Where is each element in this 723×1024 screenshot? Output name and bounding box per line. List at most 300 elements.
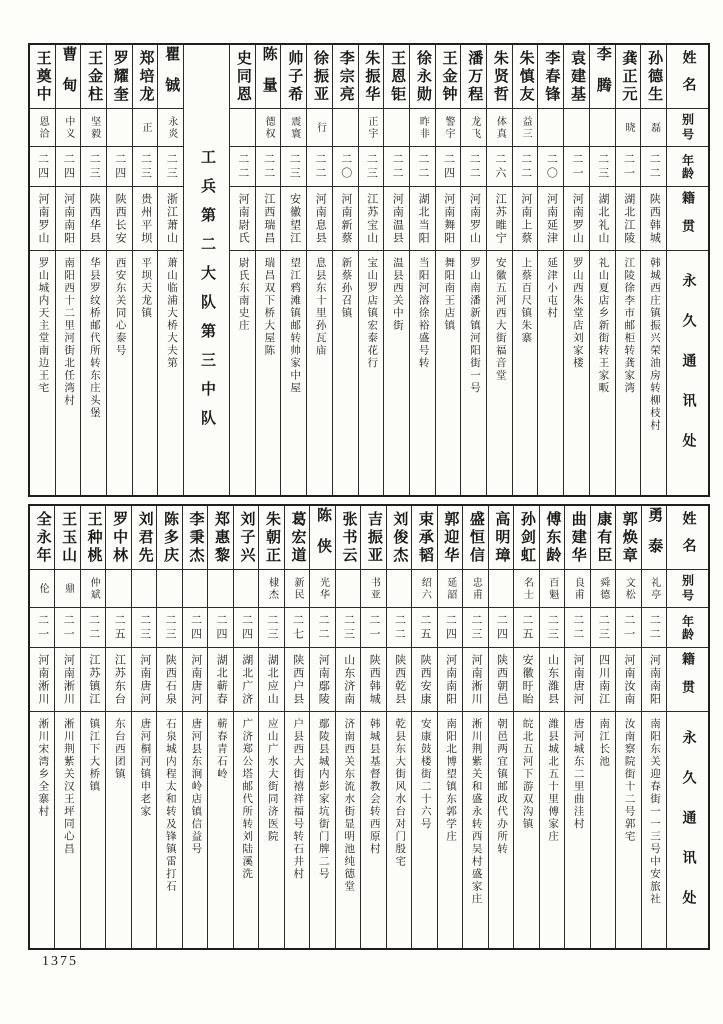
age-text: 二〇: [545, 152, 558, 181]
alias-cell: [540, 570, 564, 608]
age-text: 二二: [393, 613, 406, 642]
age-cell: [307, 147, 332, 187]
name-text: 曹甸: [60, 45, 77, 108]
age-text: 二二: [468, 152, 481, 181]
name-cell: [30, 506, 54, 570]
origin-text: 河南汝南: [623, 653, 636, 706]
person-column: [106, 45, 132, 495]
address-cell: [436, 251, 461, 495]
age-cell: [513, 147, 538, 187]
name-cell: [489, 506, 513, 570]
name-text: 王金钟: [440, 49, 457, 104]
alias-cell: [30, 570, 54, 608]
age-cell: [208, 608, 232, 648]
alias-cell: [489, 570, 513, 608]
origin-text: 河南南阳: [444, 653, 457, 706]
person-column: [332, 45, 358, 495]
person-column: [590, 506, 615, 948]
age-cell: [412, 608, 436, 648]
alias-text: 震寰: [288, 115, 300, 140]
address-text: 鄢陵县城内彭家坑街门牌二号: [317, 718, 329, 881]
name-text: 高明璋: [493, 510, 510, 565]
age-cell: [234, 608, 258, 648]
alias-text: 永炎: [165, 115, 177, 140]
alias-text: 名士: [521, 576, 533, 601]
name-cell: [183, 506, 207, 570]
address-cell: [463, 712, 487, 948]
age-text: 二二: [519, 152, 532, 181]
age-cell: [489, 608, 513, 648]
name-cell: [55, 506, 79, 570]
alias-text: 绍六: [419, 576, 431, 601]
alias-cell: [285, 570, 309, 608]
address-text: 华县罗纹桥邮代所转东庄头堡: [88, 257, 100, 420]
name-text: 李秉杰: [187, 510, 204, 565]
name-text: 张书云: [340, 510, 357, 565]
address-cell: [591, 712, 615, 948]
age-cell: [285, 608, 309, 648]
person-column: [284, 506, 309, 948]
alias-cell: [81, 109, 106, 147]
name-cell: [591, 506, 615, 570]
age-text: 二四: [444, 613, 457, 642]
age-text: 二五: [113, 613, 126, 642]
name-text: 徐永勋: [414, 49, 431, 104]
name-cell: [81, 45, 106, 109]
origin-text: 湖北礼山: [597, 192, 610, 245]
person-column: [207, 506, 232, 948]
address-cell: [616, 251, 641, 495]
name-cell: [307, 45, 332, 109]
address-cell: [81, 712, 105, 948]
name-cell: [208, 506, 232, 570]
age-text: 二三: [88, 152, 101, 181]
name-text: 王恩钜: [389, 49, 406, 104]
name-text: 李宗亮: [337, 49, 354, 104]
origin-cell: [387, 648, 411, 712]
name-text: 潘万程: [466, 49, 483, 104]
alias-text: 鼎: [62, 582, 74, 595]
origin-cell: [81, 187, 106, 251]
address-cell: [359, 251, 384, 495]
alias-cell: [208, 570, 232, 608]
alias-text: 坚毅: [88, 115, 100, 140]
origin-text: 陕西安康: [419, 653, 432, 706]
name-text: 曲建华: [569, 510, 586, 565]
age-cell: [81, 608, 105, 648]
origin-text: 河南罗山: [571, 192, 584, 245]
name-cell: [336, 506, 360, 570]
origin-text: 浙江萧山: [165, 192, 178, 245]
name-text: 罗耀奎: [111, 49, 128, 104]
header-name-cell: [667, 45, 708, 109]
alias-text: 忠甫: [470, 576, 482, 601]
origin-cell: [412, 648, 436, 712]
name-text: 葛宏道: [289, 510, 306, 565]
header-origin-label: 籍贯: [680, 651, 695, 708]
age-text: 二五: [418, 613, 431, 642]
origin-text: 陕西石泉: [164, 653, 177, 706]
name-cell: [642, 506, 666, 570]
age-text: 二三: [596, 152, 609, 181]
alias-cell: [616, 570, 640, 608]
alias-text: 中义: [62, 115, 74, 140]
age-text: 二二: [391, 152, 404, 181]
origin-cell: [590, 187, 615, 251]
alias-cell: [463, 570, 487, 608]
person-column: [486, 45, 512, 495]
alias-text: 行: [314, 121, 326, 134]
alias-cell: [564, 109, 589, 147]
alias-cell: [106, 570, 130, 608]
person-column: [131, 506, 156, 948]
age-cell: [361, 608, 385, 648]
origin-text: 河南罗山: [36, 192, 49, 245]
age-cell: [259, 608, 283, 648]
origin-text: 陕西长安: [114, 192, 127, 245]
origin-cell: [157, 648, 181, 712]
origin-cell: [310, 648, 334, 712]
origin-text: 河南唐河: [138, 653, 151, 706]
person-column: [409, 45, 435, 495]
alias-cell: [384, 109, 409, 147]
origin-text: 河南唐河: [572, 653, 585, 706]
origin-text: 河南新蔡: [339, 192, 352, 245]
address-text: 宝山罗店镇宏泰花行: [366, 257, 378, 370]
header-address-cell: [667, 712, 708, 948]
origin-text: 陕西韩城: [648, 192, 661, 245]
address-text: 韩城县基督教会转西原村: [368, 718, 380, 856]
alias-text: 恩洽: [37, 115, 49, 140]
age-text: 二一: [367, 613, 380, 642]
address-text: 镇江下大桥镇: [88, 718, 100, 793]
address-cell: [183, 712, 207, 948]
alias-cell: [438, 570, 462, 608]
header-address-cell: [667, 251, 708, 495]
address-text: 礼山夏店乡新街转王家畈: [597, 257, 609, 395]
age-text: 二四: [215, 613, 228, 642]
origin-cell: [438, 648, 462, 712]
origin-cell: [336, 648, 360, 712]
name-cell: [641, 45, 666, 109]
alias-text: 礼亭: [648, 576, 660, 601]
address-cell: [56, 251, 81, 495]
origin-cell: [436, 187, 461, 251]
name-text: 郭迎华: [442, 510, 459, 565]
name-text: 朱朝正: [263, 510, 280, 565]
person-column: [280, 45, 306, 495]
age-cell: [81, 147, 106, 187]
person-column: [132, 45, 158, 495]
alias-text: 文松: [623, 576, 635, 601]
origin-cell: [208, 648, 232, 712]
age-cell: [158, 147, 183, 187]
person-column: [589, 45, 615, 495]
header-name-label: 姓名: [680, 510, 696, 565]
address-text: 石泉城内程太和转及锋镇雷打石: [164, 718, 176, 893]
person-column: [512, 45, 538, 495]
origin-cell: [133, 187, 158, 251]
address-cell: [336, 712, 360, 948]
origin-cell: [487, 187, 512, 251]
address-cell: [489, 712, 513, 948]
address-text: 上蔡百尺镇朱寨: [520, 257, 532, 345]
alias-text: 正宇: [365, 115, 377, 140]
name-cell: [538, 45, 563, 109]
address-cell: [590, 251, 615, 495]
origin-cell: [538, 187, 563, 251]
name-cell: [81, 506, 105, 570]
header-age-cell: [667, 608, 708, 648]
origin-text: 河南鄢陵: [317, 653, 330, 706]
name-text: 孙德生: [646, 49, 663, 104]
address-text: 罗山城内天主堂南边王宅: [37, 257, 49, 395]
age-text: 二四: [113, 152, 126, 181]
origin-cell: [616, 648, 640, 712]
address-cell: [133, 251, 158, 495]
address-text: 户县西大街禧祥福号转石井村: [292, 718, 304, 881]
address-cell: [285, 712, 309, 948]
address-cell: [310, 712, 334, 948]
name-cell: [333, 45, 358, 109]
address-text: 唐河桐河镇申老家: [139, 718, 151, 818]
age-text: 二四: [240, 613, 253, 642]
address-text: 南阳西十二里河街北任湾村: [63, 257, 75, 407]
origin-cell: [384, 187, 409, 251]
alias-cell: [256, 109, 281, 147]
alias-text: 伦: [37, 582, 49, 595]
alias-cell: [158, 109, 183, 147]
name-cell: [106, 506, 130, 570]
alias-cell: [259, 570, 283, 608]
address-text: 南阳东关迎春街一一三号中安旅社: [649, 718, 661, 906]
address-cell: [208, 712, 232, 948]
name-cell: [285, 506, 309, 570]
person-column: [156, 506, 181, 948]
address-text: 息县东十里孙瓦庙: [314, 257, 326, 357]
origin-text: 河南尉氏: [237, 192, 250, 245]
address-text: 广济郑公塔邮代所转刘陆溪洗: [241, 718, 253, 881]
origin-text: 江苏镇江: [87, 653, 100, 706]
age-cell: [336, 608, 360, 648]
origin-cell: [540, 648, 564, 712]
origin-text: 陕西乾县: [393, 653, 406, 706]
alias-cell: [410, 109, 435, 147]
person-column: [30, 45, 55, 495]
origin-cell: [30, 187, 55, 251]
origin-text: 河南南阳: [62, 192, 75, 245]
origin-cell: [565, 648, 589, 712]
name-cell: [590, 45, 615, 109]
person-column: [437, 506, 462, 948]
alias-cell: [436, 109, 461, 147]
header-age-label: 年龄: [680, 614, 695, 641]
address-text: 当阳河溶徐裕盛号转: [417, 257, 429, 370]
address-text: 潍县城北五十里傅家庄: [547, 718, 559, 843]
origin-text: 河南舞阳: [442, 192, 455, 245]
person-column: [615, 45, 641, 495]
name-cell: [514, 506, 538, 570]
person-column: [462, 506, 487, 948]
alias-cell: [565, 570, 589, 608]
origin-cell: [642, 648, 666, 712]
origin-cell: [641, 187, 666, 251]
origin-cell: [281, 187, 306, 251]
alias-cell: [183, 570, 207, 608]
address-cell: [30, 251, 55, 495]
alias-text: 晓: [622, 121, 634, 134]
origin-cell: [285, 648, 309, 712]
address-cell: [438, 712, 462, 948]
header-alias-cell: [667, 109, 708, 147]
address-text: 平坝天龙镇: [140, 257, 152, 320]
address-cell: [55, 712, 79, 948]
address-cell: [107, 251, 132, 495]
age-text: 二四: [189, 613, 202, 642]
name-text: 郑惠黎: [213, 510, 230, 565]
person-column: [563, 45, 589, 495]
origin-text: 江苏睢宁: [494, 192, 507, 245]
alias-cell: [538, 109, 563, 147]
origin-text: 河南延津: [545, 192, 558, 245]
address-cell: [333, 251, 358, 495]
name-cell: [487, 45, 512, 109]
origin-cell: [333, 187, 358, 251]
name-cell: [359, 45, 384, 109]
origin-cell: [564, 187, 589, 251]
name-text: 王奠中: [34, 49, 51, 104]
address-cell: [256, 251, 281, 495]
person-column: [537, 45, 563, 495]
name-cell: [463, 506, 487, 570]
page-number: 1375: [42, 954, 78, 969]
age-cell: [538, 147, 563, 187]
person-column: [309, 506, 334, 948]
address-text: 应山广水大街同济医院: [266, 718, 278, 843]
origin-cell: [616, 187, 641, 251]
address-cell: [387, 712, 411, 948]
address-text: 安徽五河西大街福音堂: [494, 257, 506, 382]
name-text: 徐振亚: [312, 49, 328, 104]
alias-text: 警宇: [443, 115, 455, 140]
alias-cell: [107, 109, 132, 147]
address-text: 舞阳南王店镇: [443, 257, 455, 332]
person-column: [564, 506, 589, 948]
name-cell: [387, 506, 411, 570]
person-column: [233, 506, 258, 948]
address-text: 东台西团镇: [113, 718, 125, 781]
origin-cell: [359, 187, 384, 251]
origin-text: 安徽盱眙: [521, 653, 534, 706]
age-text: 二四: [495, 613, 508, 642]
name-text: 郭焕章: [620, 510, 637, 565]
alias-cell: [513, 109, 538, 147]
alias-cell: [387, 570, 411, 608]
name-text: 李腾: [594, 45, 611, 108]
person-column: [255, 45, 281, 495]
name-cell: [361, 506, 385, 570]
person-column: [157, 45, 183, 495]
alias-cell: [234, 570, 258, 608]
age-text: 二三: [139, 152, 152, 181]
name-text: 李春锋: [543, 49, 560, 104]
alias-cell: [412, 570, 436, 608]
header-column: [666, 506, 708, 948]
age-text: 二二: [571, 613, 584, 642]
alias-text: 仲斌: [88, 576, 100, 601]
header-age-cell: [667, 147, 708, 187]
name-text: 朱振华: [363, 49, 380, 104]
address-text: 罗山南潘新镇河阳街一号: [469, 257, 481, 395]
address-cell: [410, 251, 435, 495]
person-column: [30, 506, 54, 948]
address-cell: [461, 251, 486, 495]
roster-table-bottom: [28, 504, 710, 950]
address-cell: [230, 251, 255, 495]
person-column: [358, 45, 384, 495]
address-cell: [30, 712, 54, 948]
age-cell: [590, 147, 615, 187]
person-column: [435, 45, 461, 495]
age-cell: [133, 147, 158, 187]
name-cell: [56, 45, 81, 109]
origin-text: 江苏东台: [113, 653, 126, 706]
name-cell: [565, 506, 589, 570]
age-cell: [565, 608, 589, 648]
address-text: 淅川宋湾乡全寨村: [37, 718, 49, 818]
name-text: 郑培龙: [137, 49, 154, 104]
address-cell: [487, 251, 512, 495]
age-cell: [310, 608, 334, 648]
address-cell: [158, 251, 183, 495]
age-text: 二七: [291, 613, 304, 642]
address-text: 望江鸦滩镇邮转帅家中屋: [289, 257, 301, 395]
age-cell: [540, 608, 564, 648]
age-cell: [514, 608, 538, 648]
origin-cell: [107, 187, 132, 251]
name-text: 康有臣: [595, 510, 612, 565]
address-cell: [259, 712, 283, 948]
origin-cell: [56, 187, 81, 251]
age-text: 二一: [62, 613, 75, 642]
address-text: 韩城西庄镇振兴荣油房转柳枝村: [648, 257, 660, 432]
alias-cell: [55, 570, 79, 608]
address-cell: [514, 712, 538, 948]
origin-text: 河南淅川: [36, 653, 49, 706]
alias-cell: [336, 570, 360, 608]
origin-cell: [230, 187, 255, 251]
age-cell: [616, 147, 641, 187]
address-cell: [157, 712, 181, 948]
origin-cell: [183, 648, 207, 712]
age-cell: [438, 608, 462, 648]
alias-cell: [157, 570, 181, 608]
alias-text: 棣杰: [266, 576, 278, 601]
name-cell: [259, 506, 283, 570]
age-cell: [107, 147, 132, 187]
person-column: [386, 506, 411, 948]
origin-text: 山东潍县: [546, 653, 559, 706]
alias-cell: [590, 109, 615, 147]
alias-text: 舜德: [597, 576, 609, 601]
person-column: [641, 506, 666, 948]
person-column: [55, 45, 81, 495]
address-cell: [616, 712, 640, 948]
alias-text: 益三: [520, 115, 532, 140]
origin-cell: [461, 187, 486, 251]
person-column: [105, 506, 130, 948]
age-text: 二一: [622, 613, 635, 642]
